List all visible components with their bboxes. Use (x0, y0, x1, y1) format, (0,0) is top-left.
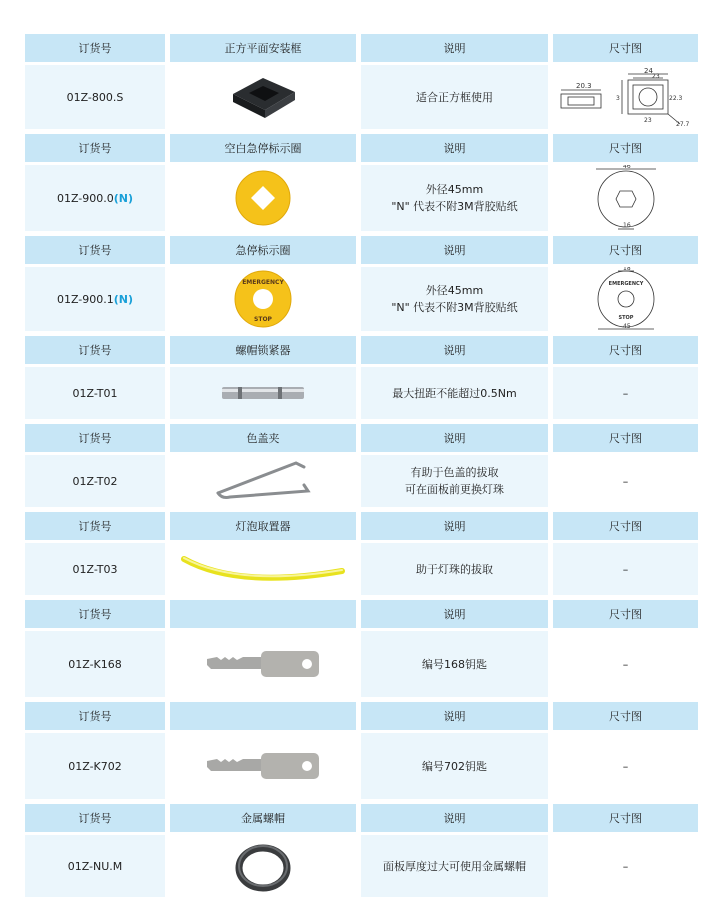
table-row (25, 367, 700, 419)
header-code: 订货号 (25, 702, 165, 730)
dimension: – (553, 733, 698, 799)
header-code: 订货号 (25, 336, 165, 364)
header-product-name (170, 702, 356, 730)
key-702-image (203, 749, 323, 783)
table-header (25, 336, 700, 364)
header-desc: 说明 (361, 424, 548, 452)
header-code: 订货号 (25, 34, 165, 62)
table-row (25, 733, 700, 799)
description (361, 267, 548, 331)
header-code: 订货号 (25, 804, 165, 832)
desc-line-1: 助于灯珠的拔取 (416, 562, 493, 576)
header-desc: 说明 (361, 702, 548, 730)
dimension-drawing-frame (553, 65, 698, 129)
description (361, 65, 548, 129)
table-header (25, 600, 700, 628)
table-header (25, 804, 700, 832)
description (361, 455, 548, 507)
order-code-suffix: (N) (113, 191, 134, 205)
desc-line-1: 外径45mm (425, 284, 484, 297)
order-code: 01Z-T01 (25, 367, 165, 419)
table-header (25, 424, 700, 452)
dim-top: 18 (622, 267, 631, 272)
order-code-text: 01Z-900.1 (56, 292, 114, 306)
bulb-extractor-image (178, 549, 348, 589)
header-dim: 尺寸图 (553, 134, 698, 162)
dimension: – (553, 631, 698, 697)
header-desc: 说明 (361, 600, 548, 628)
table-row (25, 65, 700, 129)
dim-d: 27.7 (675, 121, 689, 128)
dim-a: 3 (615, 95, 620, 102)
dim-inner: 23 (651, 73, 660, 80)
header-code: 订货号 (25, 424, 165, 452)
desc-line-1: 适合正方框使用 (416, 90, 493, 104)
header-code: 订货号 (25, 512, 165, 540)
emergency-ring-drawing (586, 267, 666, 331)
table-header (25, 702, 700, 730)
product-photo-nut-tightener (170, 367, 356, 419)
header-code: 订货号 (25, 134, 165, 162)
header-desc: 说明 (361, 512, 548, 540)
table-header (25, 512, 700, 540)
table-row (25, 835, 700, 897)
header-product-name: 灯泡取置器 (170, 512, 356, 540)
frame-drawing (556, 66, 696, 128)
dim-outer: 46 (622, 165, 631, 170)
order-code-text: 01Z-900.0 (56, 191, 114, 205)
desc-line-1: 最大扭距不能超过0.5Nm (392, 386, 517, 400)
dimension-drawing-emergency-ring (553, 267, 698, 331)
metal-nut-image (233, 838, 293, 894)
desc-line-2: "N" 代表不附3M背胶贴纸 (391, 200, 518, 213)
description (361, 733, 548, 799)
header-desc: 说明 (361, 236, 548, 264)
square-frame-image (223, 72, 303, 122)
header-dim: 尺寸图 (553, 336, 698, 364)
product-photo-cap-clip (170, 455, 356, 507)
product-photo-square-frame (170, 65, 356, 129)
dim-inner: 16 (622, 222, 631, 229)
emergency-ring-image (232, 268, 294, 330)
order-code: 01Z-T02 (25, 455, 165, 507)
drawing-text-top: EMERGENCY (608, 281, 643, 287)
description (361, 631, 548, 697)
table-header (25, 34, 700, 62)
desc-line-1: 编号702钥匙 (422, 759, 487, 773)
nut-tightener-image (218, 379, 308, 407)
header-product-name (170, 600, 356, 628)
desc-line-1: 编号168钥匙 (422, 657, 487, 671)
header-product-name: 金属螺帽 (170, 804, 356, 832)
desc-line-1: 面板厚度过大可使用金属螺帽 (383, 859, 526, 873)
header-dim: 尺寸图 (553, 512, 698, 540)
order-code-suffix: (N) (113, 292, 134, 306)
header-dim: 尺寸图 (553, 424, 698, 452)
header-dim: 尺寸图 (553, 804, 698, 832)
blank-ring-image (233, 168, 293, 228)
dim-side: 20.3 (575, 82, 592, 90)
key-168-image (203, 647, 323, 681)
header-product-name: 空白急停标示圈 (170, 134, 356, 162)
header-product-name: 正方平面安装框 (170, 34, 356, 62)
description (361, 835, 548, 897)
dimension: – (553, 835, 698, 897)
dimension: – (553, 367, 698, 419)
header-product-name: 急停标示圈 (170, 236, 356, 264)
order-code: 01Z-800.S (25, 65, 165, 129)
header-desc: 说明 (361, 336, 548, 364)
product-photo-bulb-extractor (170, 543, 356, 595)
ring-text-bottom: STOP (254, 316, 272, 323)
dim-bottom: 45 (622, 323, 631, 330)
description (361, 367, 548, 419)
header-desc: 说明 (361, 134, 548, 162)
dimension-drawing-blank-ring (553, 165, 698, 231)
dim-c: 23 (643, 117, 652, 124)
order-code (25, 267, 165, 331)
header-desc: 说明 (361, 804, 548, 832)
ring-text-top: EMERGENCY (242, 279, 284, 286)
table-row (25, 543, 700, 595)
product-photo-emergency-ring (170, 267, 356, 331)
order-code: 01Z-T03 (25, 543, 165, 595)
desc-line-1: 有助于色盖的拔取 (410, 466, 499, 479)
header-dim: 尺寸图 (553, 702, 698, 730)
table-row (25, 455, 700, 507)
header-product-name: 色盖夹 (170, 424, 356, 452)
table-row (25, 631, 700, 697)
table-header (25, 236, 700, 264)
product-photo-key-168 (170, 631, 356, 697)
order-code: 01Z-K702 (25, 733, 165, 799)
header-dim: 尺寸图 (553, 236, 698, 264)
dimension: – (553, 455, 698, 507)
cap-clip-image (208, 457, 318, 505)
dim-width: 24 (643, 67, 653, 75)
product-photo-metal-nut (170, 835, 356, 897)
order-code: 01Z-NU.M (25, 835, 165, 897)
table-row (25, 165, 700, 231)
product-catalog (25, 34, 700, 902)
product-photo-blank-ring (170, 165, 356, 231)
description (361, 543, 548, 595)
table-header (25, 134, 700, 162)
dimension: – (553, 543, 698, 595)
product-photo-key-702 (170, 733, 356, 799)
description (361, 165, 548, 231)
dim-b: 22.3 (668, 95, 682, 102)
header-code: 订货号 (25, 600, 165, 628)
header-dim: 尺寸图 (553, 34, 698, 62)
desc-line-1: 外径45mm (425, 183, 484, 196)
header-product-name: 螺帽锁紧器 (170, 336, 356, 364)
desc-line-2: 可在面板前更换灯珠 (405, 483, 504, 496)
header-desc: 说明 (361, 34, 548, 62)
desc-line-2: "N" 代表不附3M背胶贴纸 (391, 301, 518, 314)
order-code: 01Z-K168 (25, 631, 165, 697)
order-code (25, 165, 165, 231)
header-dim: 尺寸图 (553, 600, 698, 628)
blank-ring-drawing (586, 165, 666, 231)
header-code: 订货号 (25, 236, 165, 264)
table-row (25, 267, 700, 331)
drawing-text-bottom: STOP (618, 315, 633, 321)
